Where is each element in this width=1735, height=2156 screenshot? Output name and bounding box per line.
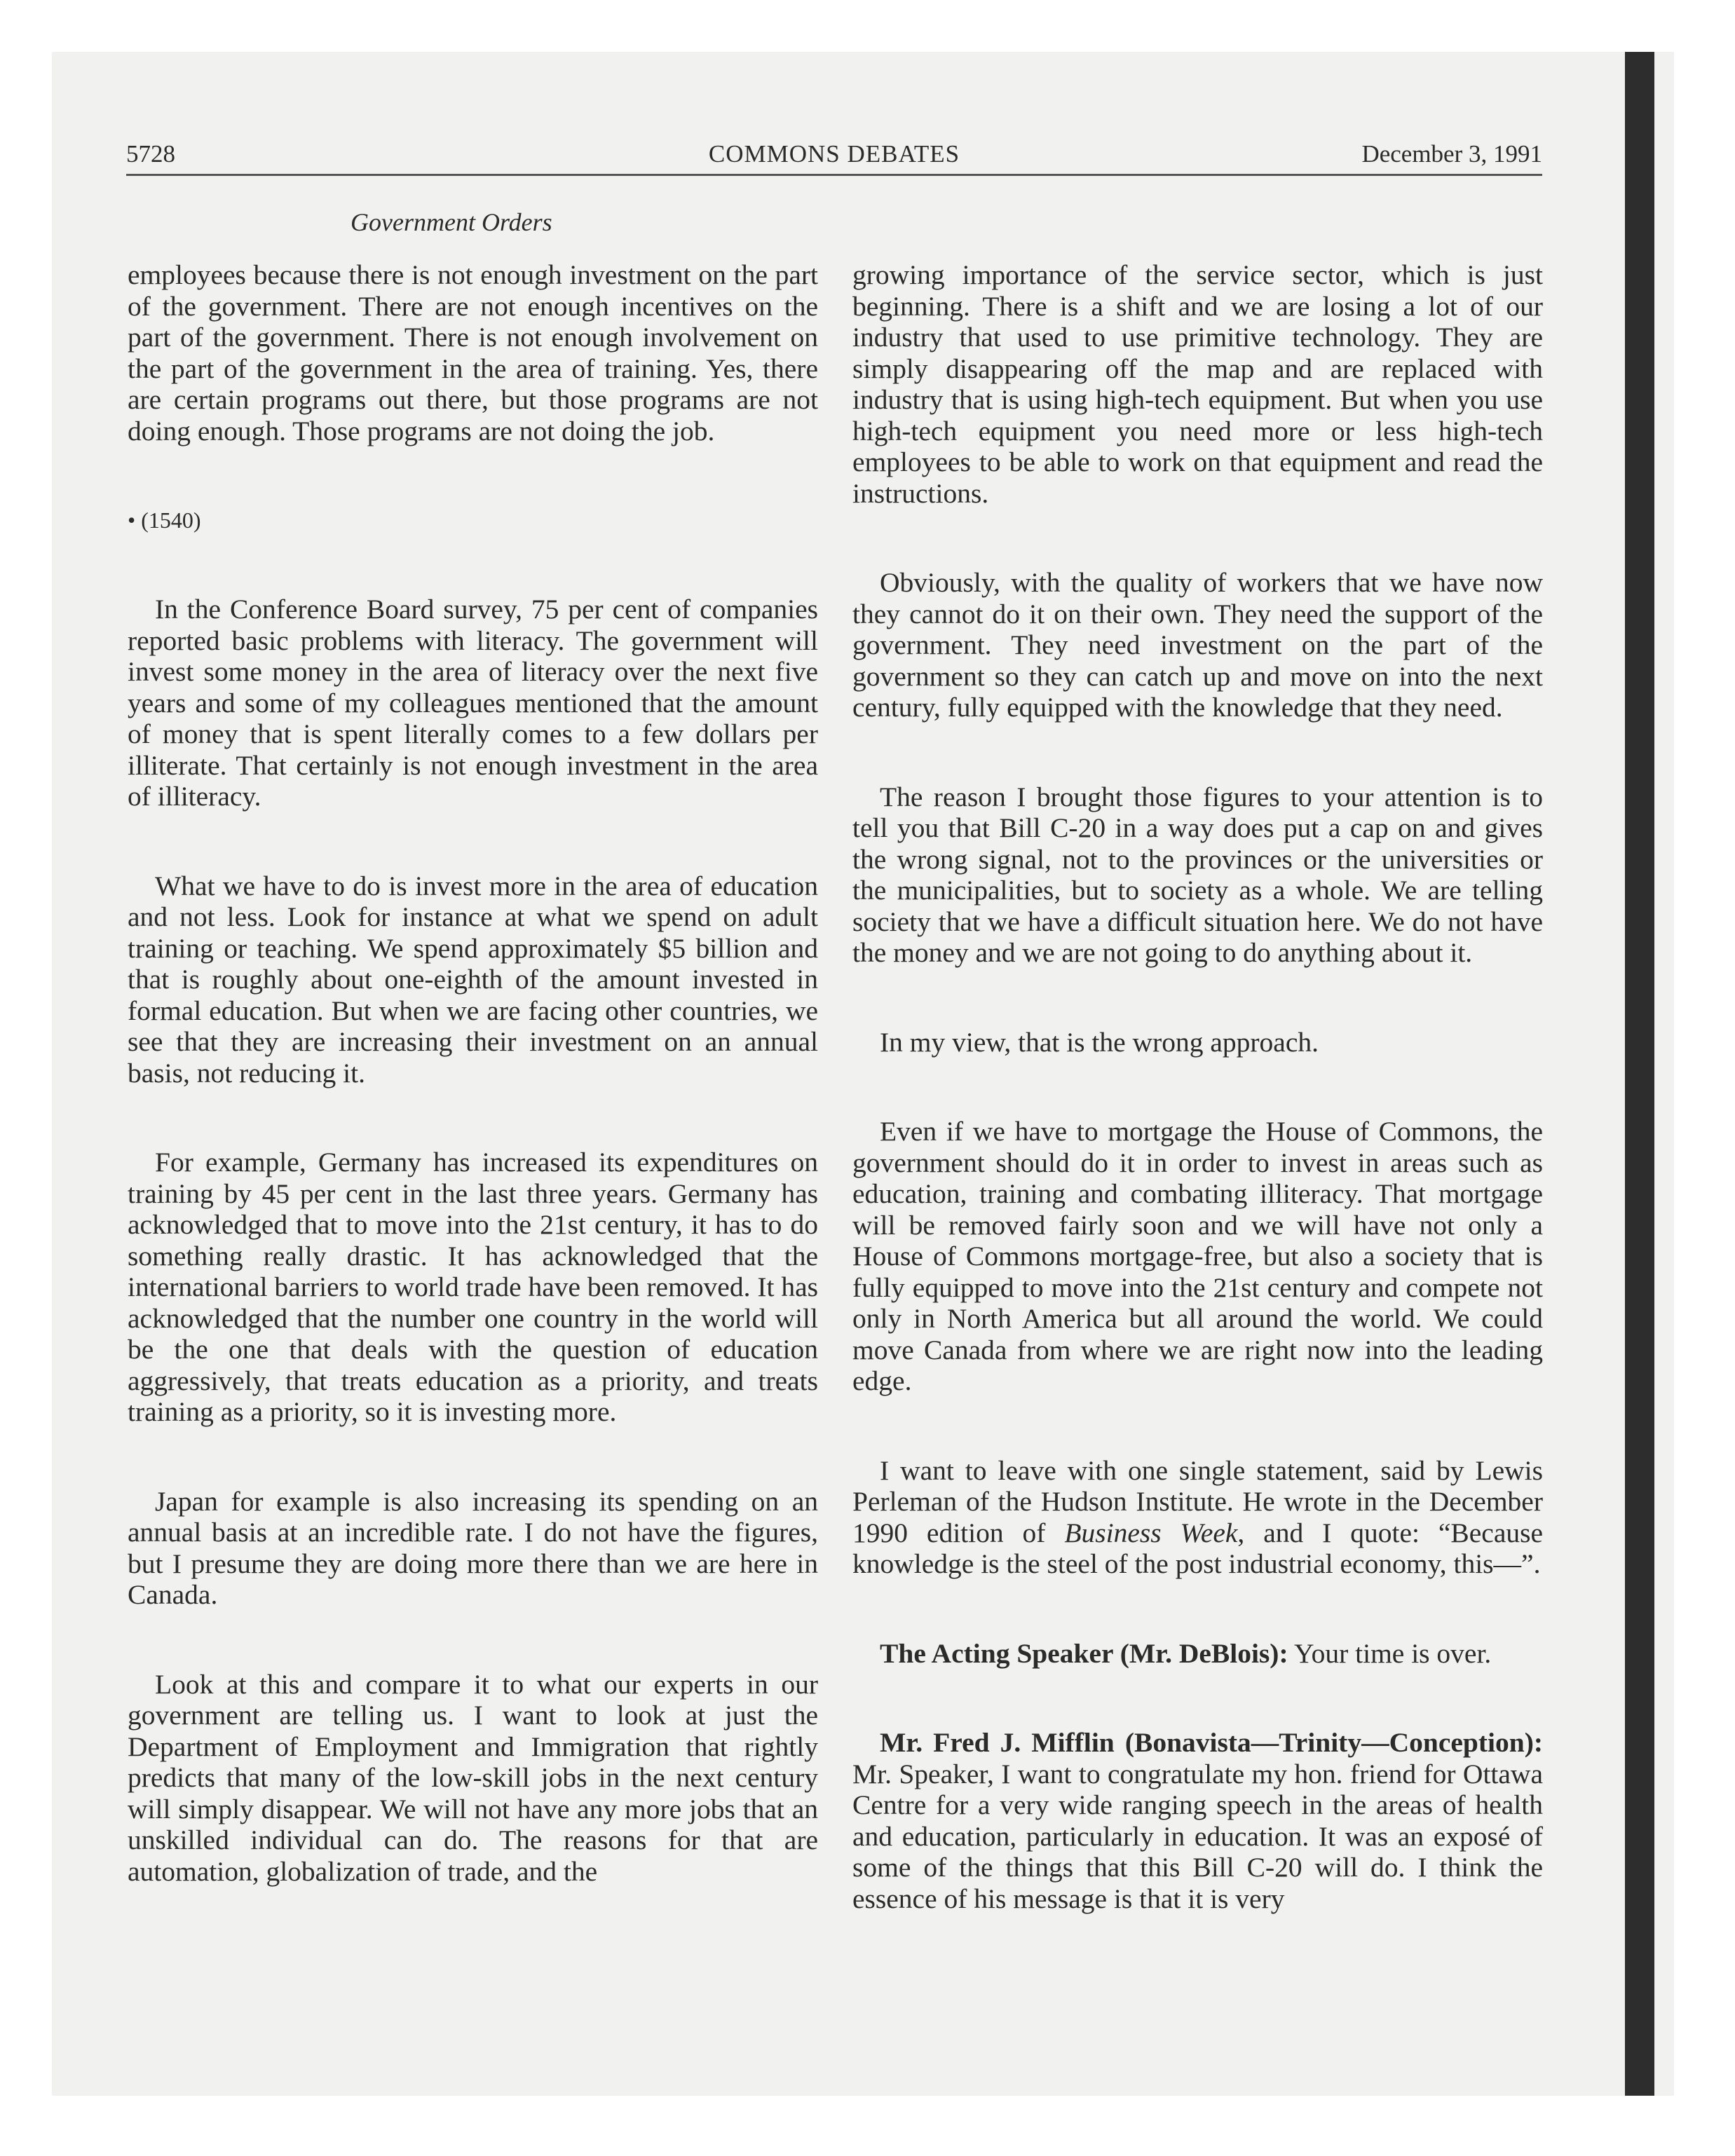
section-label: Government Orders <box>351 208 552 236</box>
right-column <box>852 259 1543 1972</box>
journal-title: COMMONS DEBATES <box>708 140 960 168</box>
paragraph: In the Conference Board survey, 75 per cent of companies reported basic problems with literacy. The government will invest some money in the area of literacy over the next five years and some of my colleagues mentioned that the amount of money that is spent literally comes to a few dollars per illiterate. That certainly is not enough investment in the area of illiteracy. <box>128 594 818 812</box>
paragraph: employees because there is not enough investment on the part of the government. There are not enough incentives on the part of the government. There is not enough involvement on the part of the government in the area of training. Yes, there are certain programs out there, but those programs are not doing enough. Those programs are not doing the job. <box>128 259 818 446</box>
paragraph: Even if we have to mortgage the House of Commons, the government should do it in order to invest in areas such as education, training and combating illiteracy. That mortgage will be removed fairly soon and we will have not only a House of Commons mortgage-free, but also a society that is fully equipped to move into the 21st century and compete not only in North America but all around the world. We could move Canada from where we are right now into the leading edge. <box>852 1116 1543 1396</box>
header-date: December 3, 1991 <box>1361 140 1542 168</box>
scan-edge-bar <box>1625 52 1654 2096</box>
speaker-paragraph <box>852 1727 1543 1914</box>
speaker-paragraph <box>852 1638 1543 1670</box>
quote-text-end: , and I quote: “Because knowledge is the steel of the post industrial economy, this—”. <box>852 1517 1544 1579</box>
speaker-name: The Acting Speaker (Mr. DeBlois): <box>880 1637 1288 1669</box>
speaker-text: Mr. Speaker, I want to congratulate my hon. friend for Ottawa Centre for a very wide ranging speech in the areas of health and education, particularly in education. It was an exposé of some of the things that this Bill C-20 will do. I think the essence of his message is that it is very <box>852 1758 1543 1914</box>
paragraph: The reason I brought those figures to your attention is to tell you that Bill C-20 in a way does put a cap on and gives the wrong signal, not to the provinces or the universities or the municipalities, but to society as a whole. We are telling society that we have a difficult situation here. We do not have the money and we are not going to do anything about it. <box>852 781 1543 968</box>
page-number: 5728 <box>126 140 175 168</box>
paragraph: In my view, that is the wrong approach. <box>880 1026 1319 1058</box>
paragraph: growing importance of the service sector, which is just beginning. There is a shift and we are losing a lot of our industry that used to use primitive technology. They are simply disappearing off the map and are replaced with industry that is using high-tech equipment. But when you use high-tech equipment you need more or less high-tech employees to be able to work on that equipment and read the instructions. <box>852 259 1543 509</box>
paragraph: Look at this and compare it to what our experts in our government are telling us. I want to look at just the Department of Employment and Immigration that rightly predicts that many of the low-skill jobs in the next century will simply disappear. We will not have any more jobs that an unskilled individual can do. The reasons for that are automation, globalization of trade, and the <box>128 1668 818 1887</box>
speaker-text: Your time is over. <box>1288 1637 1492 1669</box>
publication-title: Business Week <box>1064 1517 1238 1548</box>
time-marker: • (1540) <box>128 507 201 533</box>
quote-text-start: I want to leave with one single statement, said by Lewis Perleman of the Hudson Institute. He wrote in the December 1990 edition of <box>852 1454 1543 1548</box>
left-column <box>128 259 818 1945</box>
running-head <box>126 140 1542 176</box>
paragraph: Obviously, with the quality of workers that we have now they cannot do it on their own. They need the support of the government. They need investment on the part of the government so they can catch up and move on into the next century, fully equipped with the knowledge that they need. <box>852 567 1543 723</box>
paragraph-quote <box>852 1455 1543 1580</box>
paragraph: Japan for example is also increasing its spending on an annual basis at an incredible rate. I do not have the figures, but I presume they are doing more there than we are here in Canada. <box>128 1485 818 1610</box>
paragraph: What we have to do is invest more in the area of education and not less. Look for instance at what we spend on adult training or teaching. We spend approximately $5 billion and that is roughly about one-eighth of the amount invested in formal education. But when we are facing other countries, we see that they are increasing their investment on an annual basis, not reducing it. <box>128 870 818 1089</box>
paragraph: For example, Germany has increased its expenditures on training by 45 per cent in the last three years. Germany has acknowledged that to move into the 21st century, it has to do something really drastic. It has acknowledged that the international barriers to world trade have been removed. It has acknowledged that the number one country in the world will be the one that deals with the question of education aggressively, that treats education as a priority, and treats training as a priority, so it is investing more. <box>128 1147 818 1427</box>
speaker-name: Mr. Fred J. Mifflin (Bonavista—Trinity—Conception): <box>880 1727 1543 1758</box>
